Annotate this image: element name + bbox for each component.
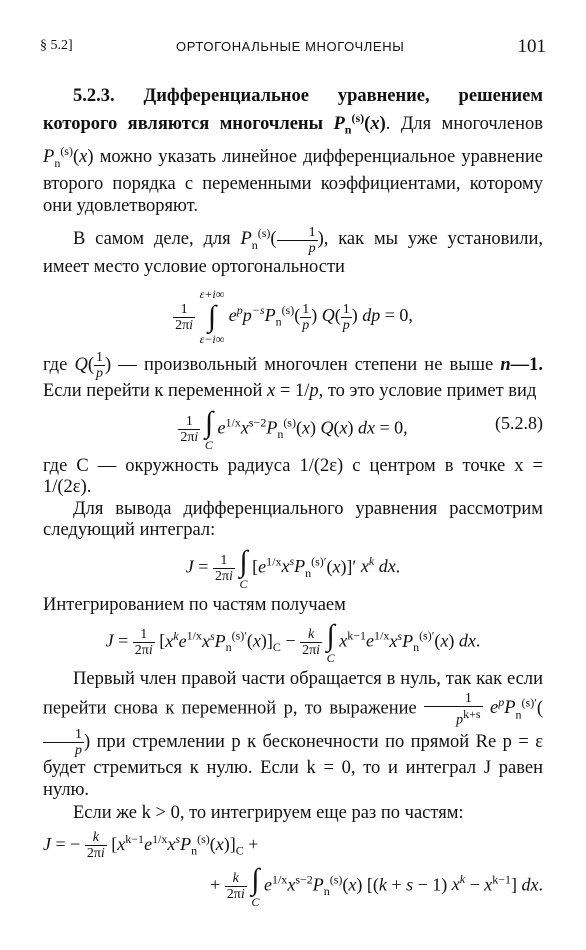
subsection-paragraph: 5.2.3. Дифференциальное уравнение, решением которого являются многочлены $P_n^{(s)}(x)$. Для многочленов $P_n^{(s)}(x)$ можно указать линейное дифференциальное уравнение второго порядка с переменными коэффициентами, которому они удовлетворяют. [43, 86, 543, 216]
paragraph: Первый член правой части обращается в нуль, так как если перейти снова к переменной p, то выражение $\frac{1}{p^{k+s}}$ $e^pP_n^{(s)'}$( $\frac{1}{p}$ ) при стремлении p к бесконечности по прямой Re p = ε будет стремиться к нулю. Если k = 0, то и интеграл J равен нулю. [43, 669, 543, 800]
page-body [43, 86, 543, 913]
equation-second-integration-cont: + $\frac{k}{2\pi i}$ ∫ C $e^{1/x}x^{s-2}P_n^{(s)}(x) [(k + s - 1) x^k - x^{k-1}]$ dx. [210, 862, 543, 909]
equation-5-2-8: $\frac{1}{2\pi i}$ ∫ C $e^{1/x}x^{s-2}P_n^{(s)}(x)$ Q(x) dx = 0, (5.2.8) [180, 405, 543, 452]
paragraph: где Q( $\frac{1}{p}$ ) — произвольный многочлен степени не выше n—1. Если перейти к переменной x = 1/p, то это условие примет вид [43, 350, 543, 402]
equation-second-integration: J = − $\frac{k}{2\pi i}$ $[x^{k-1}e^{1/x}x^sP_n^{(s)}(x)]_C$ + [43, 830, 259, 862]
running-title: ОРТОГОНАЛЬНЫЕ МНОГОЧЛЕНЫ [176, 39, 405, 54]
equation-orthogonality: $\frac{1}{2\pi i}$ ε+i∞ ∫ ε−i∞ $e^pp^{-s}P_n^{(s)}$( $\frac{1}{p}$ ) Q( $\frac{1}{p}$ ) dp = 0, [175, 287, 413, 347]
equation-J-definition: J = $\frac{1}{2\pi i}$ ∫ C $[e^{1/x}x^sP_n^{(s)'}(x)]'$ $x^k$ dx. [185, 544, 401, 591]
running-header [40, 38, 546, 60]
equation-number: (5.2.8) [495, 412, 543, 433]
section-ref: § 5.2] [40, 38, 73, 53]
paragraph: где C — окружность радиуса 1/(2ε) с центром в точке x = 1/(2ε). [43, 455, 543, 498]
paragraph: В самом деле, для $P_n^{(s)}$( $\frac{1}{p}$ ), как мы уже установили, имеет место условие ортогональности [43, 224, 543, 277]
subsection-heading: 5.2.3. Дифференциальное уравнение, решением которого являются многочлены [43, 86, 543, 134]
page-number: 101 [517, 36, 546, 57]
equation-integration-by-parts: J = $\frac{1}{2\pi i}$ $[x^ke^{1/x}x^sP_n^{(s)'}(x)]_C$ − $\frac{k}{2\pi i}$ ∫ C $x^{k-1}e^{1/x}x^sP_n^{(s)'}(x)$ dx. [105, 619, 481, 666]
paragraph: Если же k > 0, то интегрируем еще раз по частям: [73, 803, 464, 824]
paragraph: Интегрированием по частям получаем [43, 594, 346, 615]
paragraph: Для вывода дифференциального уравнения рассмотрим следующий интеграл: [43, 498, 543, 541]
